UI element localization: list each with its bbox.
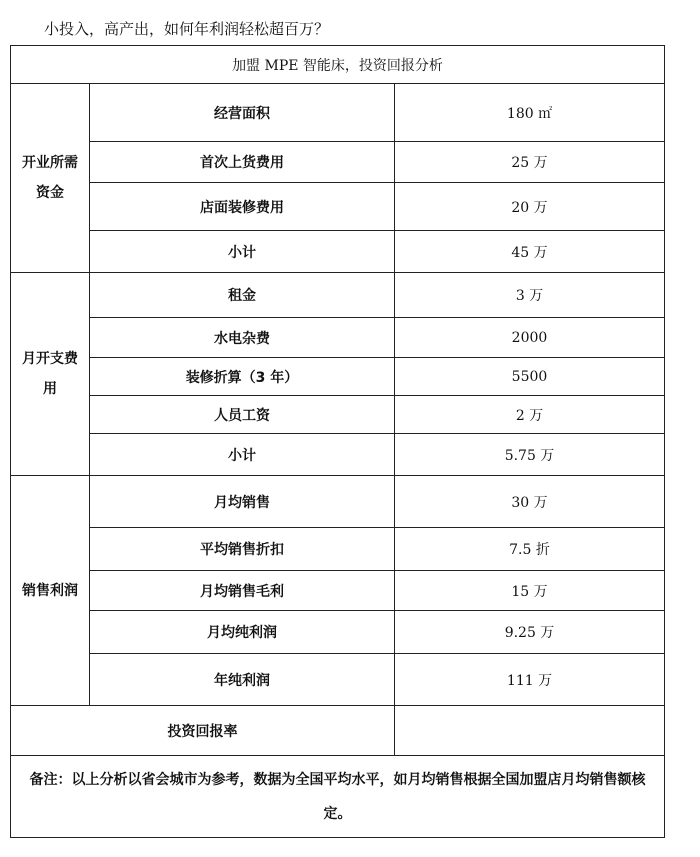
item-value: 2000 [395,318,665,358]
item-label: 经营面积 [90,84,395,142]
investment-table [10,45,665,838]
item-label: 租金 [90,273,395,318]
table-row [11,476,665,528]
table-row [11,654,665,706]
item-value: 180 ㎡ [395,84,665,142]
table-row [11,142,665,183]
category-sales-profit: 销售利润 [11,476,90,706]
item-value: 15 万 [395,571,665,611]
table-row [11,434,665,476]
item-label: 年纯利润 [90,654,395,706]
item-label: 小计 [90,231,395,273]
item-value: 9.25 万 [395,611,665,654]
item-label: 月均销售 [90,476,395,528]
table-row [11,396,665,434]
intro-heading: 小投入，高产出，如何年利润轻松超百万？ [44,20,330,38]
item-value: 5500 [395,358,665,396]
item-label: 水电杂费 [90,318,395,358]
table-row [11,273,665,318]
table-row [11,571,665,611]
item-label: 平均销售折扣 [90,528,395,571]
table-row [11,318,665,358]
item-label: 小计 [90,434,395,476]
item-label: 月均纯利润 [90,611,395,654]
item-label: 月均销售毛利 [90,571,395,611]
table-row [11,231,665,273]
item-value: 3 万 [395,273,665,318]
item-value: 2 万 [395,396,665,434]
item-value: 7.5 折 [395,528,665,571]
table-row [11,84,665,142]
table-row [11,528,665,571]
note-row [11,756,665,838]
item-label: 首次上货费用 [90,142,395,183]
item-value: 20 万 [395,183,665,231]
item-label: 店面装修费用 [90,183,395,231]
roi-row [11,706,665,756]
table-title: 加盟 MPE 智能床，投资回报分析 [11,46,665,84]
note-text: 备注：以上分析以省会城市为参考，数据为全国平均水平，如月均销售根据全国加盟店月均销售额核定。 [11,756,665,838]
item-label: 人员工资 [90,396,395,434]
table-row [11,611,665,654]
table-title-row [11,46,665,84]
item-label: 装修折算（3 年） [90,358,395,396]
item-value: 25 万 [395,142,665,183]
category-monthly-expenses: 月开支费用 [11,273,90,476]
item-value: 5.75 万 [395,434,665,476]
roi-label: 投资回报率 [11,706,395,756]
roi-value [395,706,665,756]
category-startup-funds: 开业所需资金 [11,84,90,273]
table-row [11,358,665,396]
item-value: 30 万 [395,476,665,528]
table-row [11,183,665,231]
item-value: 45 万 [395,231,665,273]
item-value: 111 万 [395,654,665,706]
